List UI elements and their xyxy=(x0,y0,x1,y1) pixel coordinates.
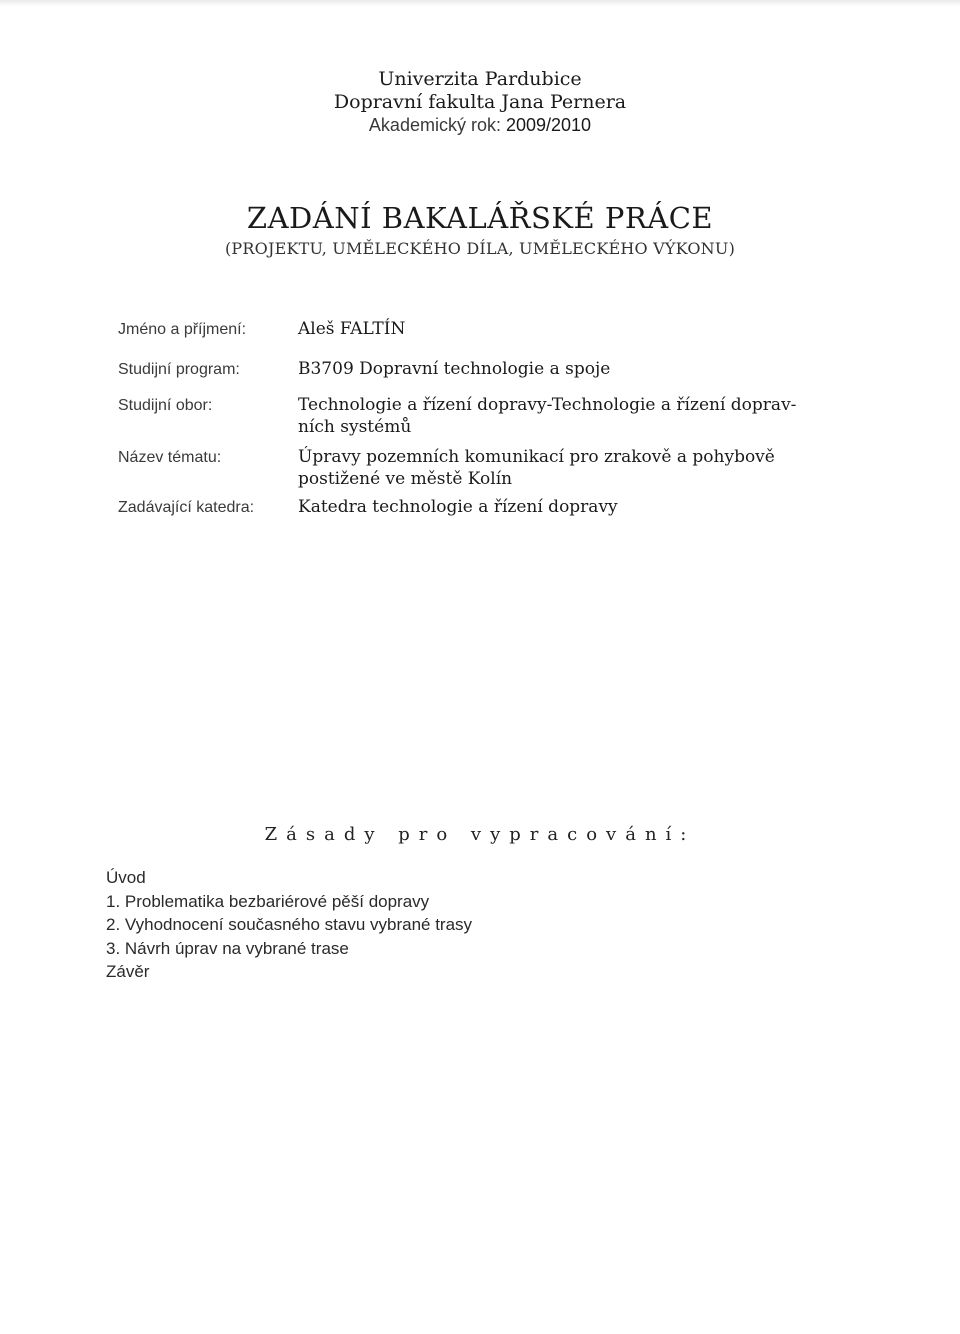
outline-item: 2. Vyhodnocení současného stavu vybrané trasy xyxy=(106,915,473,934)
outline-item: Závěr xyxy=(106,962,150,981)
field-label: Studijní obor: xyxy=(118,397,213,414)
field-value: B3709 Dopravní technologie a spoje xyxy=(298,359,611,379)
title-block xyxy=(0,200,960,258)
assignment-info-table xyxy=(118,318,878,526)
field-value: Aleš FALTÍN xyxy=(298,319,406,339)
field-value-line: ních systémů xyxy=(298,417,412,437)
field-value xyxy=(298,446,878,490)
field-row-branch xyxy=(118,394,878,446)
document-header xyxy=(0,68,960,137)
field-value-line: Technologie a řízení dopravy-Technologie a řízení doprav- xyxy=(298,395,797,415)
academic-year-value: 2009/2010 xyxy=(505,115,592,135)
outline-item: 1. Problematika bezbariérové pěší dopravy xyxy=(106,891,430,911)
field-value-line: postižené ve městě Kolín xyxy=(298,469,513,489)
document-subtitle: (PROJEKTU, UMĚLECKÉHO DÍLA, UMĚLECKÉHO VÝKONU) xyxy=(224,239,736,258)
field-row-department xyxy=(118,496,878,526)
document-title: ZADÁNÍ BAKALÁŘSKÉ PRÁCE xyxy=(246,201,714,235)
field-value xyxy=(298,394,878,438)
scan-edge xyxy=(0,0,960,6)
academic-year xyxy=(0,114,960,137)
outline-item: Úvod xyxy=(106,868,146,887)
field-row-name xyxy=(118,318,878,358)
academic-year-label: Akademický rok: xyxy=(368,115,501,135)
field-value-line: Úpravy pozemních komunikací pro zrakově a pohybově xyxy=(298,447,775,467)
faculty-name: Dopravní fakulta Jana Pernera xyxy=(333,91,627,113)
field-value: Katedra technologie a řízení dopravy xyxy=(298,497,618,517)
field-label: Zadávající katedra: xyxy=(118,499,255,516)
field-row-program xyxy=(118,358,878,394)
field-row-topic xyxy=(118,446,878,496)
outline-item: 3. Návrh úprav na vybrané trase xyxy=(106,938,349,958)
field-label: Jméno a příjmení: xyxy=(118,321,247,338)
principles-outline xyxy=(106,866,806,984)
field-label: Název tématu: xyxy=(118,449,222,466)
principles-heading: Zásady pro vypracování: xyxy=(264,824,696,845)
field-label: Studijní program: xyxy=(118,361,240,378)
university-name: Univerzita Pardubice xyxy=(378,68,582,90)
